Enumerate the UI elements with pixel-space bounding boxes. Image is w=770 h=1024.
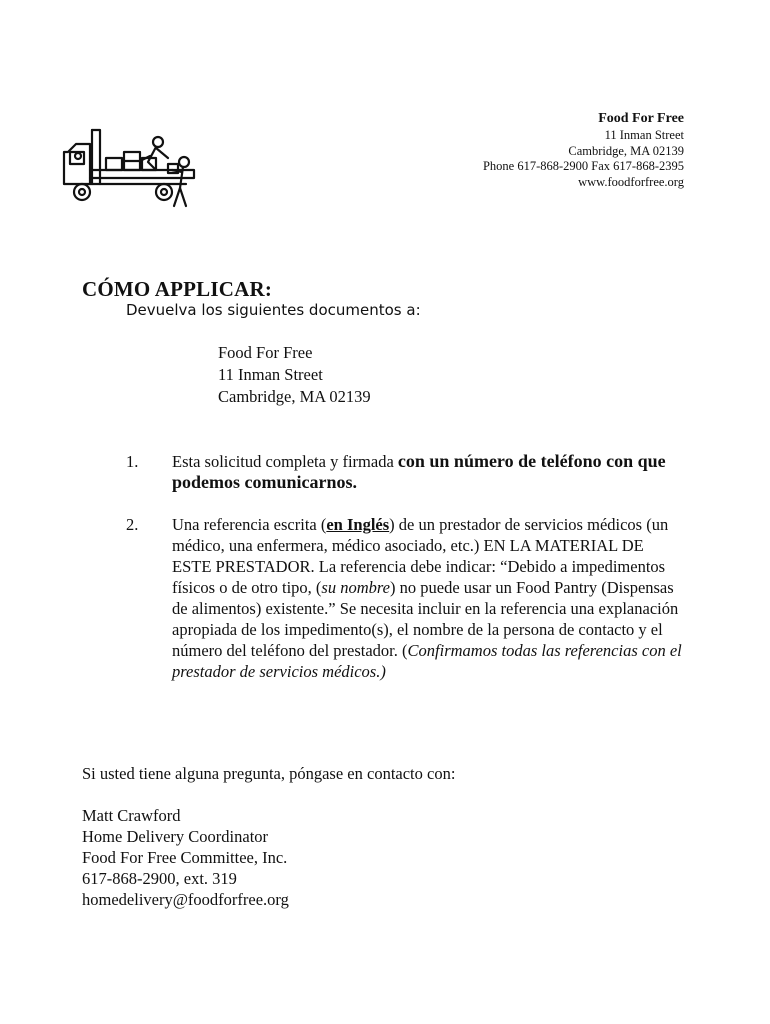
contact-prompt: Si usted tiene alguna pregunta, póngase en contacto con:	[82, 764, 456, 783]
return-address-line: 11 Inman Street	[218, 365, 323, 384]
contact-title: Home Delivery Coordinator	[82, 827, 269, 846]
list-item-text-part: ) de un prestador de servicios médicos (un médico, una enfermera, médico asociado, etc.) EN LA MATERIAL DE ESTE PRESTADOR. La referencia debe indicar: “Debido a impedimentos físicos o de otro tipo, (	[172, 515, 669, 597]
list-item-text-italic: su nombre	[321, 578, 391, 597]
contact-block	[82, 805, 289, 910]
letterhead-street: 11 Inman Street	[604, 128, 684, 142]
list-item-text-bold: con un número de teléfono con que podemos comunicarnos.	[172, 451, 666, 492]
list-item-text-underlined: en Inglés	[326, 515, 390, 534]
letterhead-org-name: Food For Free	[598, 111, 684, 126]
delivery-truck-icon	[56, 122, 206, 214]
contact-organization: Food For Free Committee, Inc.	[82, 848, 288, 867]
return-address-line: Cambridge, MA 02139	[218, 387, 371, 406]
contact-email: homedelivery@foodforfree.org	[82, 890, 289, 909]
list-item-number: 2.	[126, 515, 139, 534]
list-item-number: 1.	[126, 452, 139, 471]
list-item-text	[172, 451, 686, 493]
list-item-text-part: Una referencia escrita (	[172, 515, 327, 534]
list-item-text-plain: Esta solicitud completa y firmada	[172, 452, 398, 471]
list-item-1	[126, 451, 686, 493]
letterhead	[483, 110, 684, 190]
return-address	[218, 342, 371, 408]
letterhead-city: Cambridge, MA 02139	[568, 143, 684, 158]
list-item-text-part: ) no puede usar un Food Pantry (Dispensas de alimentos) existente.” Se necesita incluir en la referencia una explanación apropiada de los impedimento(s), el nombre de la persona de contacto y el número del teléfono del prestador. (	[172, 578, 679, 660]
list-item-text	[172, 514, 686, 682]
list-item-text-italic: Confirmamos todas las referencias con el prestador de servicios médicos.)	[172, 641, 682, 681]
letterhead-phone-fax: Phone 617-868-2900 Fax 617-868-2395	[482, 159, 684, 173]
page-title: CÓMO APPLICAR:	[82, 277, 273, 301]
list-item-2	[126, 514, 686, 682]
contact-phone: 617-868-2900, ext. 319	[82, 869, 237, 888]
page-subtitle: Devuelva los siguientes documentos a:	[126, 301, 421, 319]
contact-name: Matt Crawford	[82, 806, 181, 825]
return-address-line: Food For Free	[218, 343, 313, 362]
letterhead-website: www.foodforfree.org	[578, 174, 684, 189]
